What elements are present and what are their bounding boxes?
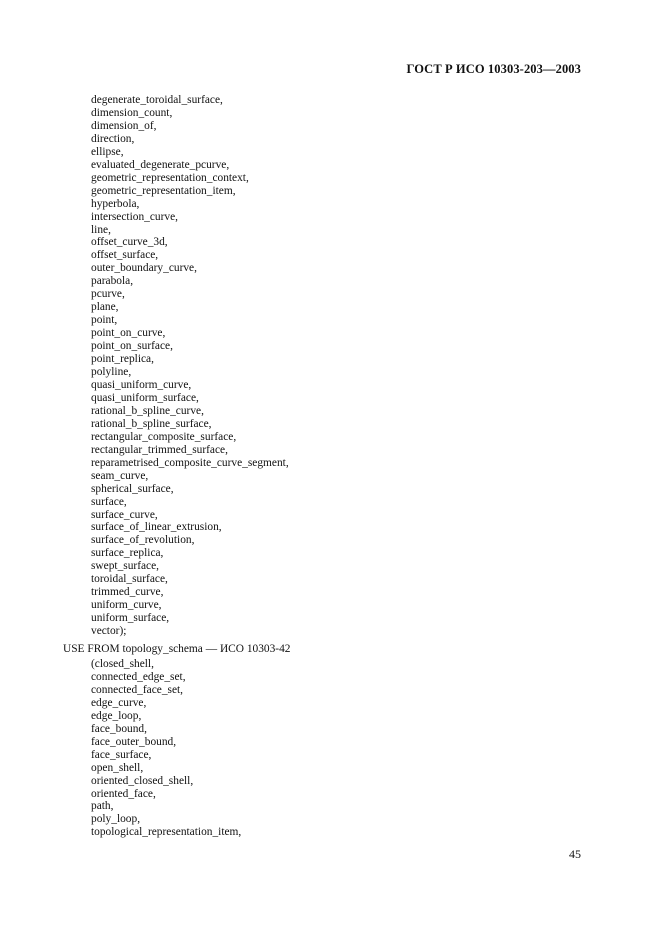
- entity-list-item: rational_b_spline_curve,: [91, 404, 204, 417]
- entity-list-item: plane,: [91, 301, 119, 314]
- entity-list-item: surface_curve,: [91, 508, 158, 521]
- entity-list-item: intersection_curve,: [91, 210, 178, 223]
- entity-list-item: surface_replica,: [91, 547, 164, 560]
- entity-list-item: geometric_representation_item,: [91, 184, 236, 197]
- entity-list-item: uniform_surface,: [91, 612, 170, 625]
- entity-list-item: parabola,: [91, 275, 134, 288]
- entity-list-item: hyperbola,: [91, 197, 140, 210]
- entity-list-item: trimmed_curve,: [91, 586, 164, 599]
- entity-list-item: point_on_surface,: [91, 340, 173, 353]
- entity-list-item: dimension_count,: [91, 106, 173, 119]
- entity-list-item: point,: [91, 314, 118, 327]
- entity-list-item: point_on_curve,: [91, 327, 166, 340]
- entity-list-item: line,: [91, 223, 111, 236]
- document-header: ГОСТ Р ИСО 10303-203—2003: [406, 62, 581, 76]
- entity-list-item: seam_curve,: [91, 469, 149, 482]
- entity-list-item: vector);: [91, 625, 127, 638]
- entity-list-item: pcurve,: [91, 288, 125, 301]
- entity-list-item: surface_of_revolution,: [91, 534, 195, 547]
- entity-list-item: rectangular_trimmed_surface,: [91, 443, 228, 456]
- entity-list-item: toroidal_surface,: [91, 573, 168, 586]
- entity-list-item: (closed_shell,: [91, 658, 154, 670]
- entity-list-item: surface,: [91, 495, 127, 508]
- entity-list-item: rational_b_spline_surface,: [91, 417, 212, 430]
- entity-list-item: edge_curve,: [91, 696, 147, 709]
- entity-list-item: direction,: [91, 132, 135, 145]
- entity-list-item: edge_loop,: [91, 709, 142, 722]
- entity-list-item: connected_face_set,: [91, 683, 184, 696]
- entity-list-item: poly_loop,: [91, 813, 141, 826]
- entity-list-item: open_shell,: [91, 761, 144, 774]
- entity-list-item: oriented_closed_shell,: [91, 774, 194, 787]
- entity-list-item: face_outer_bound,: [91, 735, 177, 748]
- entity-list-item: topological_representation_item,: [91, 826, 242, 839]
- entity-list-item: spherical_surface,: [91, 482, 174, 495]
- entity-list-item: reparametrised_composite_curve_segment,: [91, 456, 289, 469]
- entity-list-item: point_replica,: [91, 353, 154, 366]
- entity-list-item: geometric_representation_context,: [91, 171, 249, 184]
- entity-list-item: swept_surface,: [91, 560, 159, 573]
- entity-list-item: outer_boundary_curve,: [91, 262, 197, 275]
- entity-list-item: evaluated_degenerate_pcurve,: [91, 158, 230, 171]
- entity-list-item: face_bound,: [91, 722, 147, 735]
- entity-list-item: dimension_of,: [91, 119, 157, 132]
- geometry-schema-entity-list: [91, 94, 289, 638]
- entity-list-item: quasi_uniform_surface,: [91, 391, 199, 404]
- entity-list-item: rectangular_composite_surface,: [91, 430, 237, 443]
- entity-list-item: quasi_uniform_curve,: [91, 378, 192, 391]
- entity-list-item: oriented_face,: [91, 787, 156, 800]
- entity-list-item: path,: [91, 800, 114, 813]
- page-number: 45: [569, 847, 581, 861]
- entity-list-item: ellipse,: [91, 145, 124, 158]
- entity-list-item: uniform_curve,: [91, 599, 162, 612]
- entity-list-item: offset_curve_3d,: [91, 236, 168, 249]
- entity-list-item: surface_of_linear_extrusion,: [91, 521, 222, 534]
- entity-list-item: face_surface,: [91, 748, 152, 761]
- entity-list-item: degenerate_toroidal_surface,: [91, 94, 223, 106]
- entity-list-item: offset_surface,: [91, 249, 159, 262]
- topology-schema-entity-list: [91, 658, 241, 839]
- entity-list-item: connected_edge_set,: [91, 670, 186, 683]
- entity-list-item: polyline,: [91, 366, 132, 379]
- use-from-statement: USE FROM topology_schema — ИСО 10303-42: [63, 643, 291, 655]
